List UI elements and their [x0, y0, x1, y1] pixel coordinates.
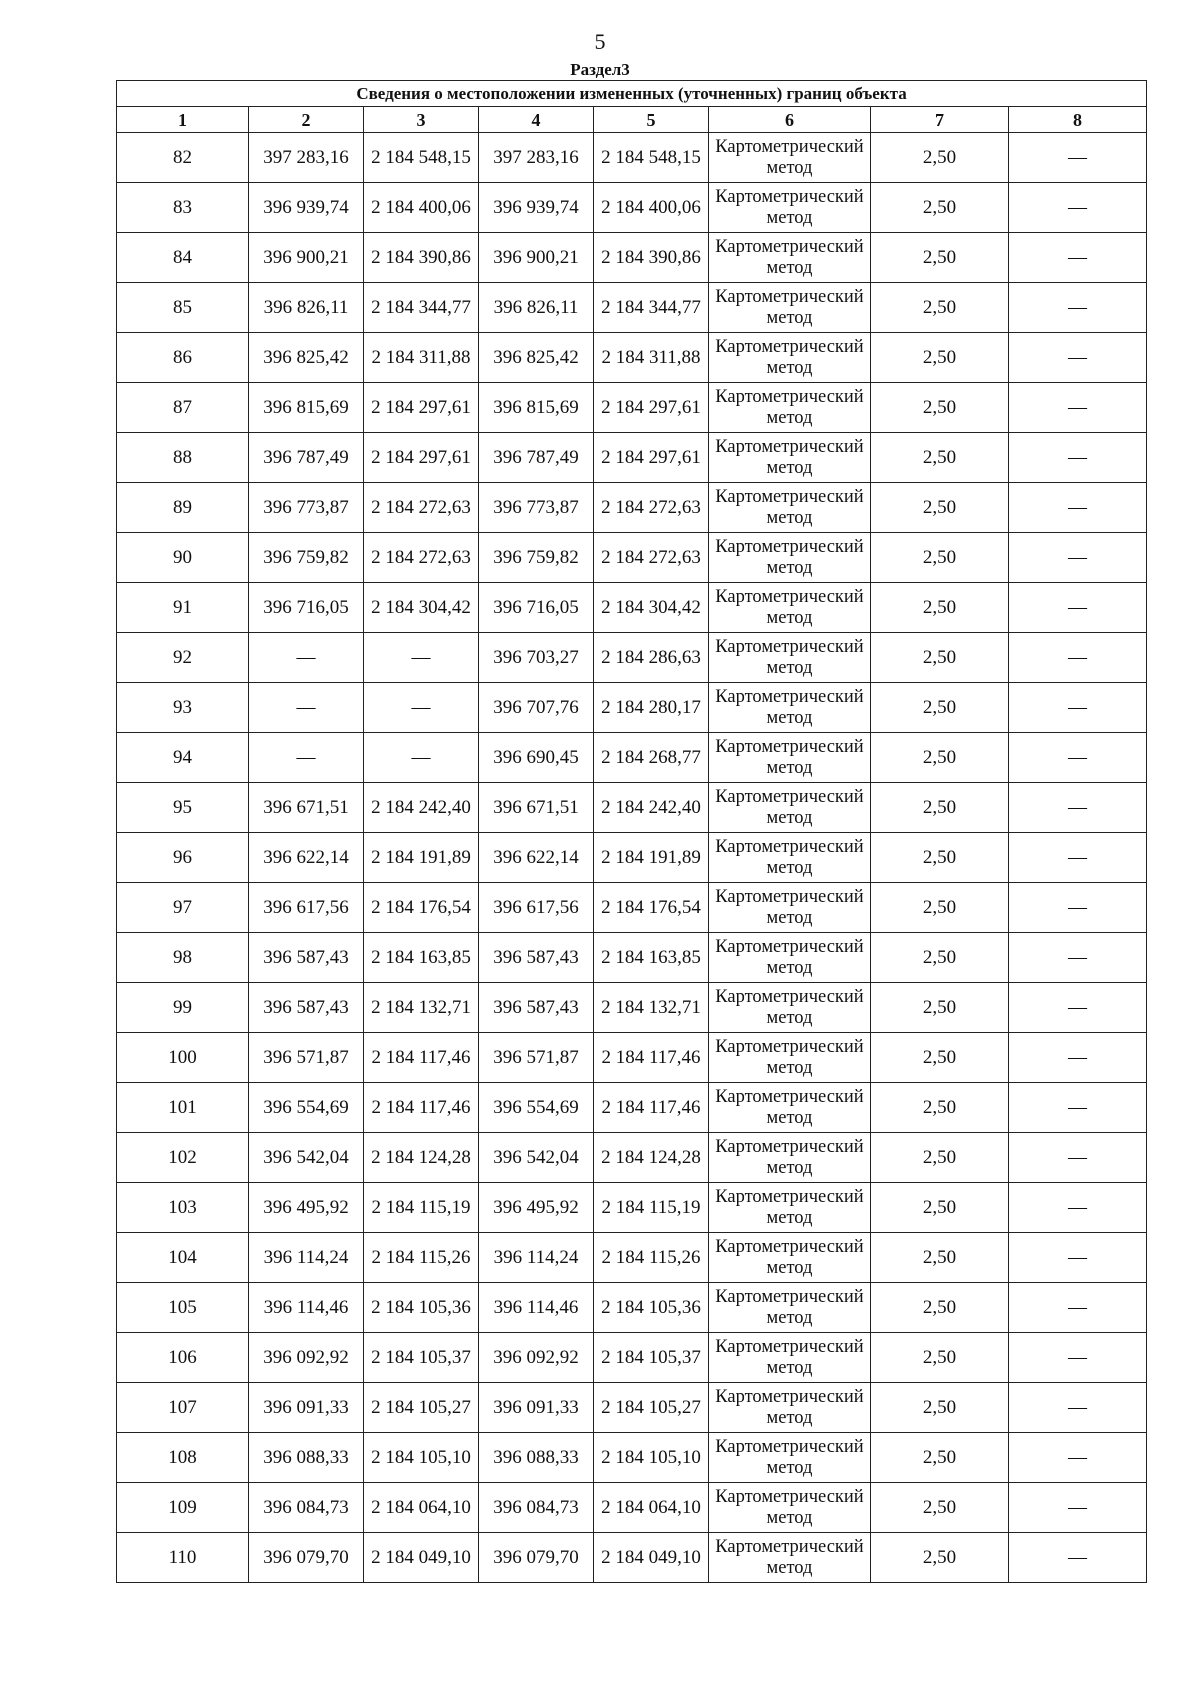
- refined-x-cell: 396 622,14: [479, 833, 594, 883]
- existing-x-cell: 396 091,33: [249, 1383, 364, 1433]
- description-cell: —: [1009, 233, 1147, 283]
- existing-y-cell: 2 184 115,19: [364, 1183, 479, 1233]
- description-cell: —: [1009, 483, 1147, 533]
- existing-y-cell: 2 184 400,06: [364, 183, 479, 233]
- refined-x-cell: 396 554,69: [479, 1083, 594, 1133]
- existing-x-cell: 396 079,70: [249, 1533, 364, 1583]
- method-cell: Картометрический метод: [709, 1083, 871, 1133]
- method-cell: Картометрический метод: [709, 1483, 871, 1533]
- existing-y-cell: 2 184 297,61: [364, 383, 479, 433]
- table-row: [117, 933, 1147, 983]
- refined-x-cell: 396 079,70: [479, 1533, 594, 1583]
- method-cell: Картометрический метод: [709, 183, 871, 233]
- existing-y-cell: 2 184 105,36: [364, 1283, 479, 1333]
- point-number-cell: 93: [117, 683, 249, 733]
- existing-x-cell: 396 114,24: [249, 1233, 364, 1283]
- accuracy-cell: 2,50: [871, 1433, 1009, 1483]
- accuracy-cell: 2,50: [871, 1083, 1009, 1133]
- point-number-cell: 89: [117, 483, 249, 533]
- point-number-cell: 97: [117, 883, 249, 933]
- existing-y-cell: 2 184 117,46: [364, 1033, 479, 1083]
- table-row: [117, 833, 1147, 883]
- column-number-row: [117, 107, 1147, 133]
- refined-x-cell: 396 091,33: [479, 1383, 594, 1433]
- existing-x-cell: 396 495,92: [249, 1183, 364, 1233]
- table-caption: Сведения о местоположении измененных (уточненных) границ объекта: [117, 81, 1147, 107]
- accuracy-cell: 2,50: [871, 833, 1009, 883]
- accuracy-cell: 2,50: [871, 233, 1009, 283]
- refined-y-cell: 2 184 272,63: [594, 483, 709, 533]
- point-number-cell: 102: [117, 1133, 249, 1183]
- method-cell: Картометрический метод: [709, 133, 871, 183]
- table-row: [117, 633, 1147, 683]
- accuracy-cell: 2,50: [871, 333, 1009, 383]
- existing-y-cell: 2 184 105,27: [364, 1383, 479, 1433]
- existing-y-cell: 2 184 117,46: [364, 1083, 479, 1133]
- existing-y-cell: 2 184 548,15: [364, 133, 479, 183]
- accuracy-cell: 2,50: [871, 283, 1009, 333]
- description-cell: —: [1009, 183, 1147, 233]
- refined-y-cell: 2 184 115,19: [594, 1183, 709, 1233]
- existing-x-cell: 396 114,46: [249, 1283, 364, 1333]
- existing-x-cell: 396 084,73: [249, 1483, 364, 1533]
- point-number-cell: 101: [117, 1083, 249, 1133]
- method-cell: Картометрический метод: [709, 833, 871, 883]
- existing-x-cell: 396 587,43: [249, 933, 364, 983]
- refined-y-cell: 2 184 105,37: [594, 1333, 709, 1383]
- refined-y-cell: 2 184 163,85: [594, 933, 709, 983]
- point-number-cell: 88: [117, 433, 249, 483]
- method-cell: Картометрический метод: [709, 1233, 871, 1283]
- existing-x-cell: 396 571,87: [249, 1033, 364, 1083]
- refined-y-cell: 2 184 105,36: [594, 1283, 709, 1333]
- description-cell: —: [1009, 733, 1147, 783]
- existing-x-cell: 396 825,42: [249, 333, 364, 383]
- point-number-cell: 95: [117, 783, 249, 833]
- point-number-cell: 105: [117, 1283, 249, 1333]
- accuracy-cell: 2,50: [871, 733, 1009, 783]
- refined-x-cell: 396 587,43: [479, 983, 594, 1033]
- table-row: [117, 133, 1147, 183]
- accuracy-cell: 2,50: [871, 533, 1009, 583]
- description-cell: —: [1009, 883, 1147, 933]
- refined-x-cell: 396 716,05: [479, 583, 594, 633]
- method-cell: Картометрический метод: [709, 233, 871, 283]
- refined-y-cell: 2 184 297,61: [594, 383, 709, 433]
- refined-y-cell: 2 184 344,77: [594, 283, 709, 333]
- accuracy-cell: 2,50: [871, 983, 1009, 1033]
- existing-x-cell: —: [249, 633, 364, 683]
- existing-y-cell: 2 184 064,10: [364, 1483, 479, 1533]
- description-cell: —: [1009, 1133, 1147, 1183]
- method-cell: Картометрический метод: [709, 933, 871, 983]
- point-number-cell: 94: [117, 733, 249, 783]
- refined-x-cell: 397 283,16: [479, 133, 594, 183]
- section-title: Раздел3: [570, 60, 630, 79]
- accuracy-cell: 2,50: [871, 1483, 1009, 1533]
- refined-y-cell: 2 184 400,06: [594, 183, 709, 233]
- column-number: 2: [249, 107, 364, 133]
- existing-y-cell: 2 184 297,61: [364, 433, 479, 483]
- table-row: [117, 1133, 1147, 1183]
- point-number-cell: 110: [117, 1533, 249, 1583]
- description-cell: —: [1009, 983, 1147, 1033]
- column-number: 5: [594, 107, 709, 133]
- refined-y-cell: 2 184 297,61: [594, 433, 709, 483]
- description-cell: —: [1009, 333, 1147, 383]
- page-number: 5: [594, 29, 606, 54]
- refined-y-cell: 2 184 191,89: [594, 833, 709, 883]
- point-number-cell: 100: [117, 1033, 249, 1083]
- table-row: [117, 533, 1147, 583]
- point-number-cell: 82: [117, 133, 249, 183]
- table-row: [117, 1183, 1147, 1233]
- method-cell: Картометрический метод: [709, 1133, 871, 1183]
- description-cell: —: [1009, 1483, 1147, 1533]
- table-row: [117, 1233, 1147, 1283]
- point-number-cell: 104: [117, 1233, 249, 1283]
- table-row: [117, 233, 1147, 283]
- existing-y-cell: —: [364, 733, 479, 783]
- existing-y-cell: 2 184 115,26: [364, 1233, 479, 1283]
- accuracy-cell: 2,50: [871, 433, 1009, 483]
- method-cell: Картометрический метод: [709, 583, 871, 633]
- refined-x-cell: 396 787,49: [479, 433, 594, 483]
- method-cell: Картометрический метод: [709, 333, 871, 383]
- point-number-cell: 98: [117, 933, 249, 983]
- refined-x-cell: 396 759,82: [479, 533, 594, 583]
- table-row: [117, 183, 1147, 233]
- existing-x-cell: —: [249, 683, 364, 733]
- point-number-cell: 85: [117, 283, 249, 333]
- refined-y-cell: 2 184 272,63: [594, 533, 709, 583]
- table-row: [117, 383, 1147, 433]
- existing-y-cell: 2 184 304,42: [364, 583, 479, 633]
- accuracy-cell: 2,50: [871, 1133, 1009, 1183]
- method-cell: Картометрический метод: [709, 1183, 871, 1233]
- table-row: [117, 583, 1147, 633]
- description-cell: —: [1009, 683, 1147, 733]
- refined-y-cell: 2 184 132,71: [594, 983, 709, 1033]
- method-cell: Картометрический метод: [709, 533, 871, 583]
- point-number-cell: 87: [117, 383, 249, 433]
- refined-y-cell: 2 184 390,86: [594, 233, 709, 283]
- table-row: [117, 433, 1147, 483]
- existing-y-cell: 2 184 163,85: [364, 933, 479, 983]
- table-caption-row: [117, 81, 1147, 107]
- method-cell: Картометрический метод: [709, 733, 871, 783]
- method-cell: Картометрический метод: [709, 1533, 871, 1583]
- existing-y-cell: 2 184 272,63: [364, 483, 479, 533]
- description-cell: —: [1009, 1183, 1147, 1233]
- description-cell: —: [1009, 383, 1147, 433]
- refined-x-cell: 396 542,04: [479, 1133, 594, 1183]
- table-row: [117, 1333, 1147, 1383]
- point-number-cell: 103: [117, 1183, 249, 1233]
- table-row: [117, 483, 1147, 533]
- existing-y-cell: 2 184 176,54: [364, 883, 479, 933]
- accuracy-cell: 2,50: [871, 133, 1009, 183]
- refined-x-cell: 396 617,56: [479, 883, 594, 933]
- table-row: [117, 783, 1147, 833]
- method-cell: Картометрический метод: [709, 883, 871, 933]
- refined-x-cell: 396 495,92: [479, 1183, 594, 1233]
- table-row: [117, 1033, 1147, 1083]
- table-row: [117, 1383, 1147, 1433]
- refined-y-cell: 2 184 105,27: [594, 1383, 709, 1433]
- existing-y-cell: 2 184 132,71: [364, 983, 479, 1033]
- refined-x-cell: 396 900,21: [479, 233, 594, 283]
- table-row: [117, 983, 1147, 1033]
- accuracy-cell: 2,50: [871, 1233, 1009, 1283]
- point-number-cell: 96: [117, 833, 249, 883]
- refined-x-cell: 396 084,73: [479, 1483, 594, 1533]
- table-row: [117, 683, 1147, 733]
- refined-x-cell: 396 703,27: [479, 633, 594, 683]
- refined-x-cell: 396 939,74: [479, 183, 594, 233]
- existing-y-cell: 2 184 390,86: [364, 233, 479, 283]
- existing-x-cell: 396 787,49: [249, 433, 364, 483]
- accuracy-cell: 2,50: [871, 633, 1009, 683]
- method-cell: Картометрический метод: [709, 683, 871, 733]
- description-cell: —: [1009, 1233, 1147, 1283]
- description-cell: —: [1009, 433, 1147, 483]
- accuracy-cell: 2,50: [871, 1033, 1009, 1083]
- existing-y-cell: 2 184 242,40: [364, 783, 479, 833]
- column-number: 3: [364, 107, 479, 133]
- method-cell: Картометрический метод: [709, 1033, 871, 1083]
- refined-y-cell: 2 184 105,10: [594, 1433, 709, 1483]
- accuracy-cell: 2,50: [871, 683, 1009, 733]
- description-cell: —: [1009, 533, 1147, 583]
- existing-y-cell: 2 184 191,89: [364, 833, 479, 883]
- accuracy-cell: 2,50: [871, 1333, 1009, 1383]
- column-number: 6: [709, 107, 871, 133]
- description-cell: —: [1009, 1383, 1147, 1433]
- existing-x-cell: 396 826,11: [249, 283, 364, 333]
- refined-y-cell: 2 184 548,15: [594, 133, 709, 183]
- existing-y-cell: —: [364, 633, 479, 683]
- table-row: [117, 1283, 1147, 1333]
- point-number-cell: 83: [117, 183, 249, 233]
- description-cell: —: [1009, 133, 1147, 183]
- accuracy-cell: 2,50: [871, 1183, 1009, 1233]
- method-cell: Картометрический метод: [709, 283, 871, 333]
- description-cell: —: [1009, 583, 1147, 633]
- description-cell: —: [1009, 1433, 1147, 1483]
- refined-y-cell: 2 184 304,42: [594, 583, 709, 633]
- refined-y-cell: 2 184 064,10: [594, 1483, 709, 1533]
- point-number-cell: 90: [117, 533, 249, 583]
- description-cell: —: [1009, 933, 1147, 983]
- existing-x-cell: —: [249, 733, 364, 783]
- accuracy-cell: 2,50: [871, 183, 1009, 233]
- refined-y-cell: 2 184 117,46: [594, 1033, 709, 1083]
- method-cell: Картометрический метод: [709, 1333, 871, 1383]
- table-row: [117, 333, 1147, 383]
- existing-x-cell: 396 671,51: [249, 783, 364, 833]
- table-row: [117, 1483, 1147, 1533]
- accuracy-cell: 2,50: [871, 1283, 1009, 1333]
- refined-y-cell: 2 184 311,88: [594, 333, 709, 383]
- method-cell: Картометрический метод: [709, 983, 871, 1033]
- refined-y-cell: 2 184 268,77: [594, 733, 709, 783]
- existing-y-cell: 2 184 272,63: [364, 533, 479, 583]
- existing-x-cell: 396 617,56: [249, 883, 364, 933]
- method-cell: Картометрический метод: [709, 1283, 871, 1333]
- method-cell: Картометрический метод: [709, 483, 871, 533]
- point-number-cell: 109: [117, 1483, 249, 1533]
- refined-y-cell: 2 184 286,63: [594, 633, 709, 683]
- description-cell: —: [1009, 1033, 1147, 1083]
- existing-y-cell: —: [364, 683, 479, 733]
- accuracy-cell: 2,50: [871, 783, 1009, 833]
- table-row: [117, 883, 1147, 933]
- method-cell: Картометрический метод: [709, 1383, 871, 1433]
- point-number-cell: 86: [117, 333, 249, 383]
- refined-x-cell: 396 707,76: [479, 683, 594, 733]
- point-number-cell: 91: [117, 583, 249, 633]
- accuracy-cell: 2,50: [871, 1533, 1009, 1583]
- existing-y-cell: 2 184 105,37: [364, 1333, 479, 1383]
- point-number-cell: 84: [117, 233, 249, 283]
- description-cell: —: [1009, 633, 1147, 683]
- existing-x-cell: 396 773,87: [249, 483, 364, 533]
- refined-x-cell: 396 088,33: [479, 1433, 594, 1483]
- method-cell: Картометрический метод: [709, 633, 871, 683]
- refined-y-cell: 2 184 049,10: [594, 1533, 709, 1583]
- table-body: [117, 133, 1147, 1583]
- description-cell: —: [1009, 1083, 1147, 1133]
- existing-y-cell: 2 184 124,28: [364, 1133, 479, 1183]
- table-row: [117, 733, 1147, 783]
- existing-x-cell: 397 283,16: [249, 133, 364, 183]
- refined-y-cell: 2 184 117,46: [594, 1083, 709, 1133]
- accuracy-cell: 2,50: [871, 383, 1009, 433]
- refined-y-cell: 2 184 242,40: [594, 783, 709, 833]
- refined-x-cell: 396 587,43: [479, 933, 594, 983]
- existing-y-cell: 2 184 049,10: [364, 1533, 479, 1583]
- refined-x-cell: 396 815,69: [479, 383, 594, 433]
- existing-x-cell: 396 542,04: [249, 1133, 364, 1183]
- point-number-cell: 107: [117, 1383, 249, 1433]
- point-number-cell: 106: [117, 1333, 249, 1383]
- table-row: [117, 1533, 1147, 1583]
- point-number-cell: 108: [117, 1433, 249, 1483]
- existing-x-cell: 396 939,74: [249, 183, 364, 233]
- accuracy-cell: 2,50: [871, 883, 1009, 933]
- existing-x-cell: 396 587,43: [249, 983, 364, 1033]
- refined-y-cell: 2 184 280,17: [594, 683, 709, 733]
- description-cell: —: [1009, 1533, 1147, 1583]
- refined-x-cell: 396 826,11: [479, 283, 594, 333]
- refined-x-cell: 396 671,51: [479, 783, 594, 833]
- table-row: [117, 1433, 1147, 1483]
- table-row: [117, 1083, 1147, 1133]
- description-cell: —: [1009, 1333, 1147, 1383]
- accuracy-cell: 2,50: [871, 583, 1009, 633]
- existing-y-cell: 2 184 105,10: [364, 1433, 479, 1483]
- point-number-cell: 92: [117, 633, 249, 683]
- refined-y-cell: 2 184 124,28: [594, 1133, 709, 1183]
- boundary-coordinates-table: [116, 80, 1147, 1583]
- point-number-cell: 99: [117, 983, 249, 1033]
- refined-y-cell: 2 184 176,54: [594, 883, 709, 933]
- refined-x-cell: 396 825,42: [479, 333, 594, 383]
- refined-x-cell: 396 114,24: [479, 1233, 594, 1283]
- method-cell: Картометрический метод: [709, 783, 871, 833]
- existing-x-cell: 396 716,05: [249, 583, 364, 633]
- description-cell: —: [1009, 283, 1147, 333]
- accuracy-cell: 2,50: [871, 483, 1009, 533]
- column-number: 4: [479, 107, 594, 133]
- existing-x-cell: 396 815,69: [249, 383, 364, 433]
- column-number: 8: [1009, 107, 1147, 133]
- existing-x-cell: 396 759,82: [249, 533, 364, 583]
- refined-x-cell: 396 690,45: [479, 733, 594, 783]
- refined-x-cell: 396 114,46: [479, 1283, 594, 1333]
- existing-y-cell: 2 184 344,77: [364, 283, 479, 333]
- existing-x-cell: 396 554,69: [249, 1083, 364, 1133]
- method-cell: Картометрический метод: [709, 1433, 871, 1483]
- description-cell: —: [1009, 1283, 1147, 1333]
- method-cell: Картометрический метод: [709, 383, 871, 433]
- column-number: 1: [117, 107, 249, 133]
- refined-y-cell: 2 184 115,26: [594, 1233, 709, 1283]
- description-cell: —: [1009, 833, 1147, 883]
- existing-x-cell: 396 088,33: [249, 1433, 364, 1483]
- column-number: 7: [871, 107, 1009, 133]
- description-cell: —: [1009, 783, 1147, 833]
- refined-x-cell: 396 773,87: [479, 483, 594, 533]
- accuracy-cell: 2,50: [871, 1383, 1009, 1433]
- existing-x-cell: 396 900,21: [249, 233, 364, 283]
- refined-x-cell: 396 092,92: [479, 1333, 594, 1383]
- existing-y-cell: 2 184 311,88: [364, 333, 479, 383]
- refined-x-cell: 396 571,87: [479, 1033, 594, 1083]
- accuracy-cell: 2,50: [871, 933, 1009, 983]
- method-cell: Картометрический метод: [709, 433, 871, 483]
- table-row: [117, 283, 1147, 333]
- existing-x-cell: 396 092,92: [249, 1333, 364, 1383]
- existing-x-cell: 396 622,14: [249, 833, 364, 883]
